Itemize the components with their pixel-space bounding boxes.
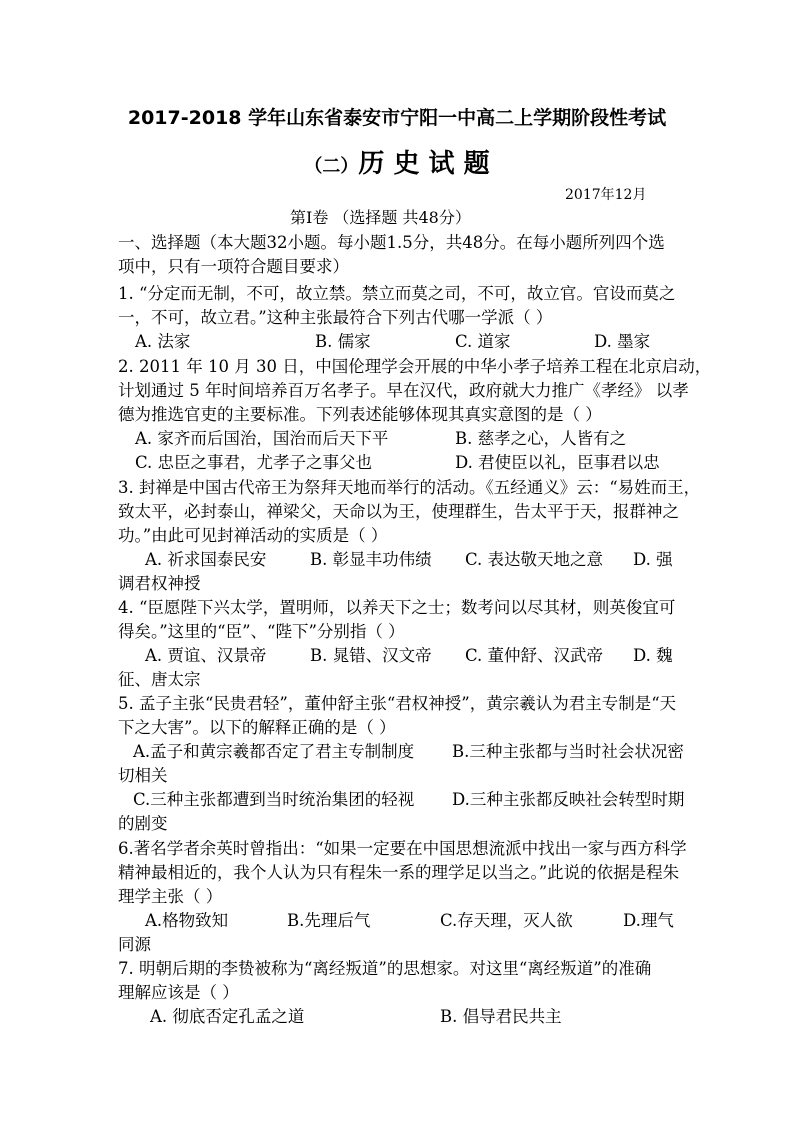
q4-option-a: A. 贾谊、汉景帝 [145,646,267,665]
q5-option-d-continued: 的剧变 [118,814,168,833]
q3-stem-line-2: 致太平，必封泰山，禅梁父，天命以为王，使理群生，告太平于天，报群神之 [118,502,679,521]
exam-subtitle [0,143,794,180]
section-title: 第Ⅰ卷 （选择题 共48分） [290,208,471,227]
q1-option-d: D. 墨家 [594,332,651,351]
q1-option-b: B. 儒家 [315,332,371,351]
q6-option-d-continued: 同源 [118,935,151,954]
q4-stem-line-1: 4. “臣愿陛下兴太学，置明师，以养天下之士；数考问以尽其材，则英俊宜可 [118,598,676,617]
q6-stem-line-1: 6.著名学者余英时曾指出：“如果一定要在中国思想流派中找出一家与西方科学 [118,839,687,858]
q3-option-c: C. 表达敬天地之意 [465,550,604,569]
q6-option-c: C.存天理，灭人欲 [440,911,573,930]
q2-stem-line-2: 计划通过 5 年时间培养百万名孝子。早在汉代，政府就大力推广《孝经》 以孝 [118,381,689,400]
subtitle-prefix: （二） [304,156,359,177]
q7-stem-line-2: 理解应该是（ ） [118,983,239,1002]
q5-option-b: B.三种主张都与当时社会状况密 [452,742,684,761]
q3-option-d-continued: 调君权神授 [118,574,201,593]
q4-option-d-continued: 征、唐太宗 [118,670,201,689]
q7-stem-line-1: 7. 明朝后期的李贽被称为“离经叛道”的思想家。对这里“离经叛道”的准确 [118,959,652,978]
instructions-line-2: 项中，只有一项符合题目要求） [118,257,349,276]
q4-option-b: B. 晁错、汉文帝 [310,646,432,665]
q3-option-a: A. 祈求国泰民安 [145,550,267,569]
q5-option-d: D.三种主张都反映社会转型时期 [452,790,685,809]
q2-option-b: B. 慈孝之心，人皆有之 [455,429,627,448]
q3-option-b: B. 彰显丰功伟绩 [310,550,432,569]
q2-stem-line-1: 2. 2011 年 10 月 30 日，中国伦理学会开展的中华小孝子培养工程在北京启动， [118,357,712,376]
q1-stem-line-2: 一，不可，故立君。”这种主张最符合下列古代哪一学派（ ） [118,308,553,327]
q1-option-a: A. 法家 [135,332,191,351]
q5-option-b-continued: 切相关 [118,766,168,785]
q5-stem-line-2: 下之大害”。以下的解释正确的是（ ） [118,718,396,737]
q6-option-d: D.理气 [623,911,674,930]
q4-option-c: C. 董仲舒、汉武帝 [465,646,604,665]
q6-option-a: A.格物致知 [145,911,229,930]
q7-option-a: A. 彻底否定孔孟之道 [150,1007,305,1026]
exam-date: 2017年12月 [565,187,647,203]
q7-option-b: B. 倡导君民共主 [440,1007,562,1026]
q5-option-a: A.孟子和黄宗羲都否定了君主专制制度 [133,742,415,761]
q2-stem-line-3: 德为推选官吏的主要标准。下列表述能够体现其真实意图的是（ ） [118,405,602,424]
q3-stem-line-1: 3. 封禅是中国古代帝王为祭拜天地而举行的活动。《五经通义》云：“易姓而王， [118,478,701,497]
subtitle-main: 历 史 试 题 [358,149,490,179]
q4-stem-line-2: 得矣。”这里的“臣”、“陛下”分别指（ ） [118,622,405,641]
exam-title: 2017-2018 学年山东省泰安市宁阳一中高二上学期阶段性考试 [127,107,667,129]
q6-stem-line-2: 精神最相近的，我个人认为只有程朱一系的理学足以当之。”此说的依据是程朱 [118,863,680,882]
q2-option-d: D. 君使臣以礼，臣事君以忠 [455,453,660,472]
q2-option-a: A. 家齐而后国治，国治而后天下平 [135,429,389,448]
q5-option-c: C.三种主张都遭到当时统治集团的轻视 [133,790,415,809]
q5-stem-line-1: 5. 孟子主张“民贵君轻”，董仲舒主张“君权神授”，黄宗羲认为君主专制是“天 [118,694,677,713]
q1-stem-line-1: 1. “分定而无制，不可，故立禁。禁立而莫之司，不可，故立官。官设而莫之 [118,284,676,303]
q3-option-d: D. 强 [633,550,673,569]
q1-option-c: C. 道家 [455,332,511,351]
q6-option-b: B.先理后气 [287,911,371,930]
q6-stem-line-3: 理学主张（ ） [118,887,223,906]
q4-option-d: D. 魏 [633,646,673,665]
q2-option-c: C. 忠臣之事君，尤孝子之事父也 [135,453,373,472]
q3-stem-line-3: 功。”由此可见封禅活动的实质是（ ） [118,526,388,545]
instructions-line-1: 一、选择题（本大题32小题。每小题1.5分，共48分。在每小题所列四个选 [118,233,665,252]
